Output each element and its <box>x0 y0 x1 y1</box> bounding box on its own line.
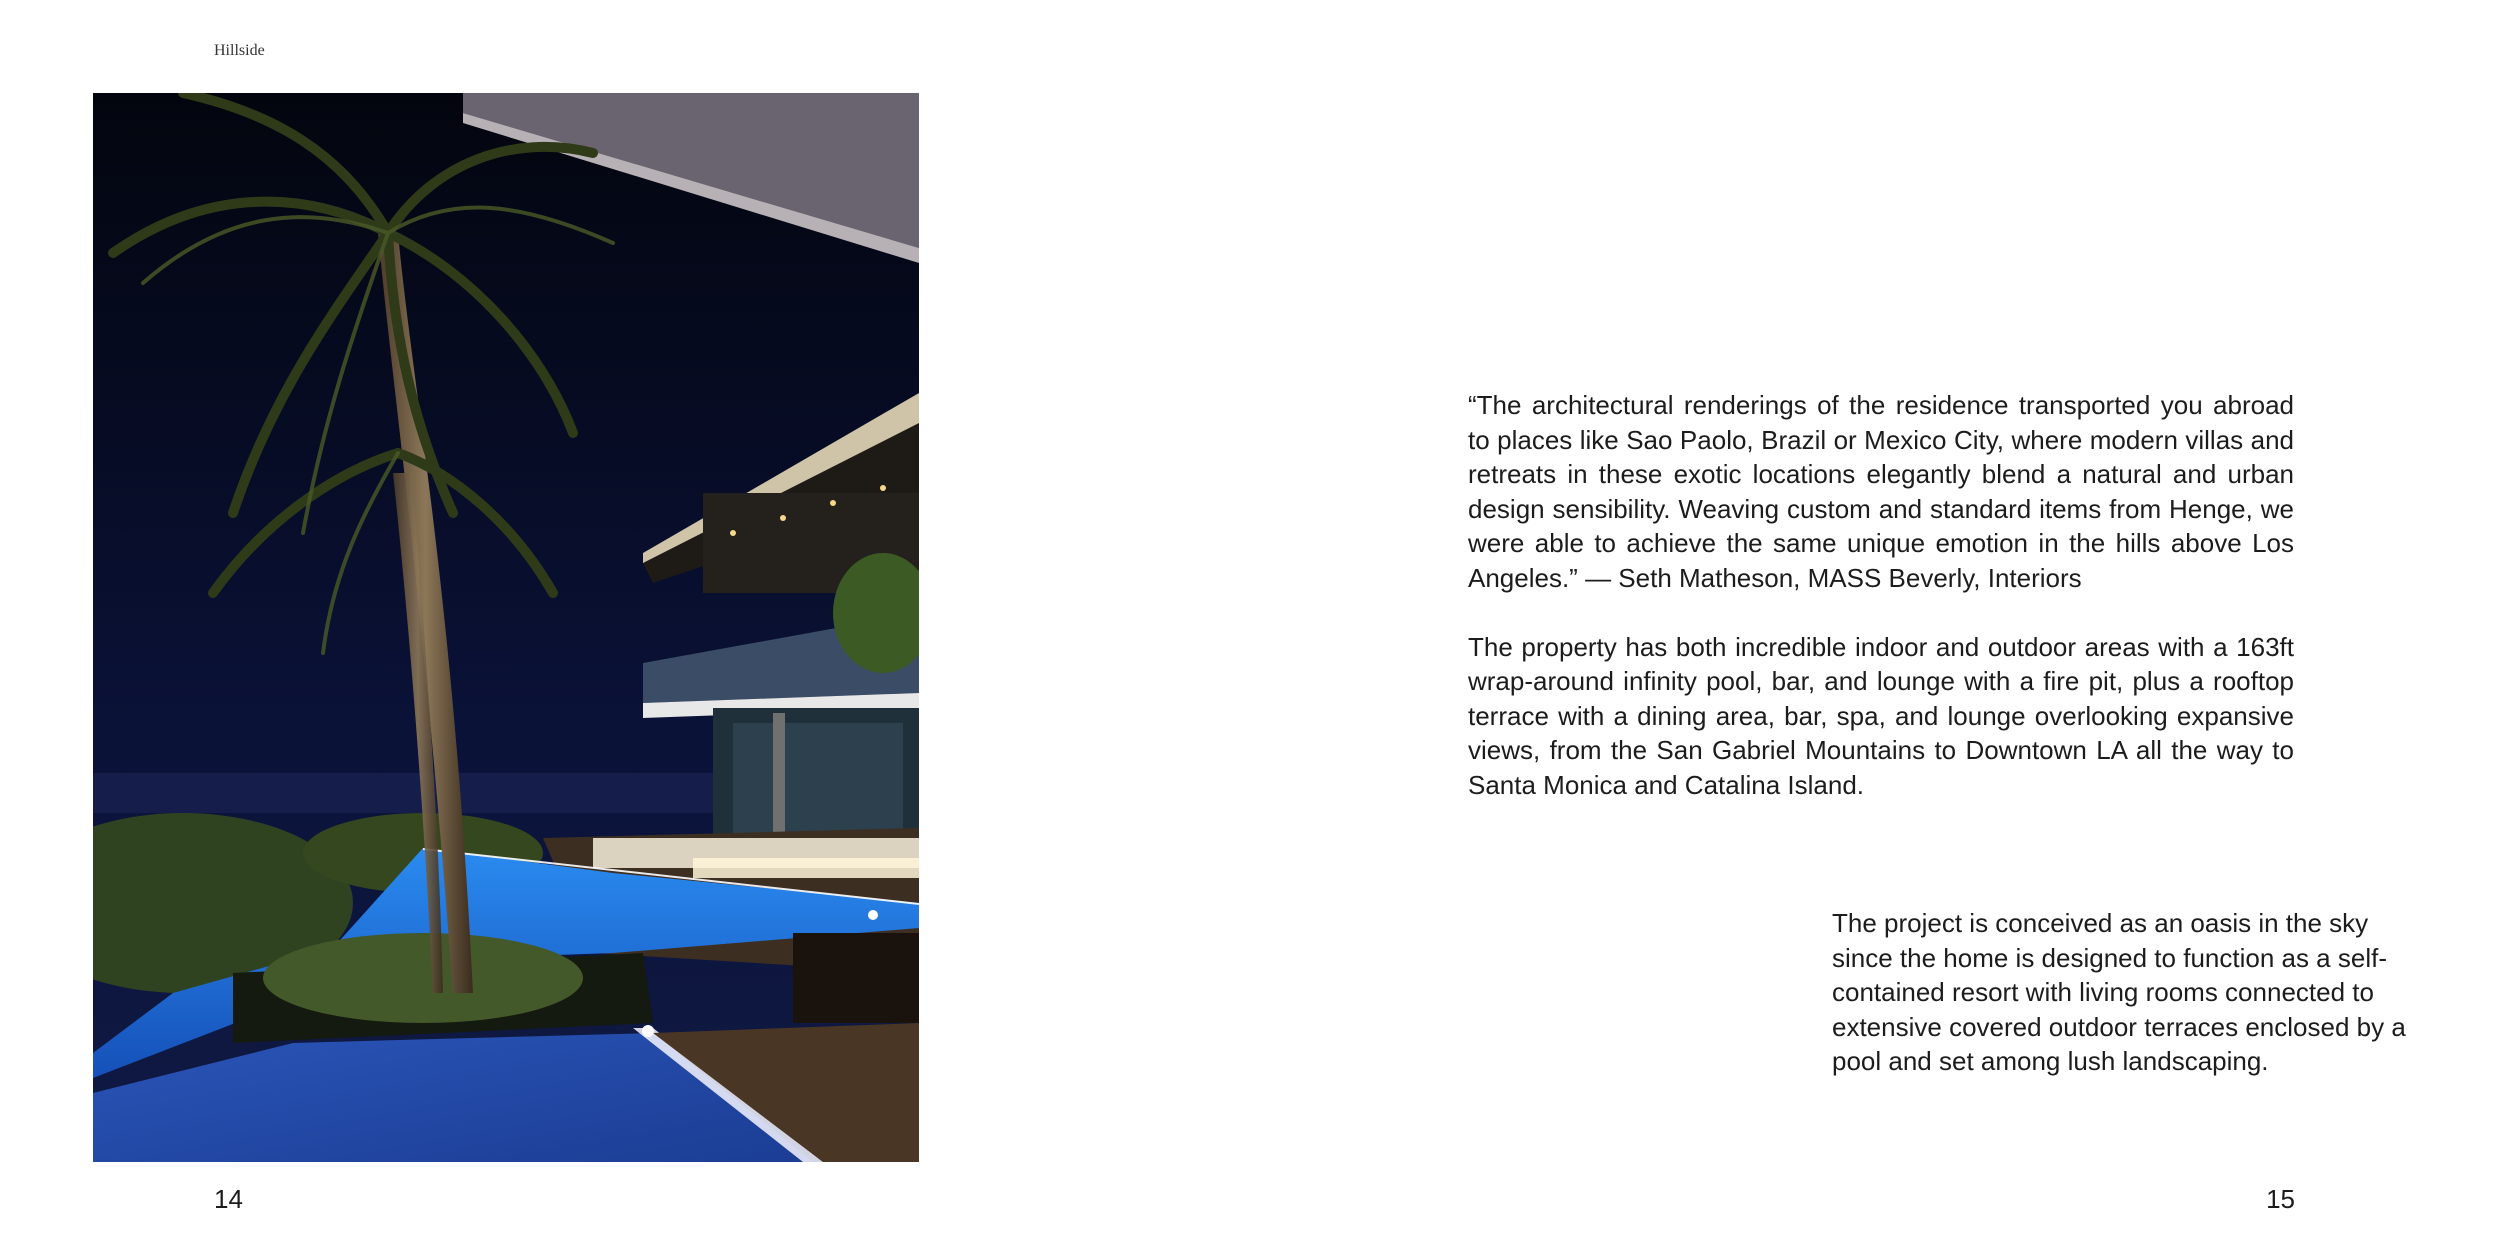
page-number-left: 14 <box>214 1184 243 1214</box>
project-paragraph: The project is conceived as an oasis in the sky since the home is designed to function as a self-contained resort with living rooms connected to extensive covered outdoor terraces enclosed by a pool and set among lush landscaping. <box>1832 908 2406 1077</box>
project-note <box>1832 906 2424 1079</box>
night-pool-villa-photo <box>93 93 919 1162</box>
page-number-right: 15 <box>2266 1184 2295 1214</box>
property-paragraph: The property has both incredible indoor and outdoor areas with a 163ft wrap-around infinity pool, bar, and lounge with a fire pit, plus a rooftop terrace with a dining area, bar, spa, and lounge overlooking expansive views, from the San Gabriel Mountains to Downtown LA all the way to Santa Monica and Catalina Island. <box>1468 631 2294 800</box>
quote-paragraph: “The architectural renderings of the residence transported you abroad to places like Sao Paolo, Brazil or Mexico City, where modern villas and retreats in these exotic locations elegantly blend a natural and urban design sensibility. Weaving custom and standard items from Henge, we were able to achieve the same unique emotion in the hills above Los Angeles.” — Seth Matheson, MASS Beverly, Interiors <box>1468 390 2294 593</box>
body-text <box>1468 388 2294 837</box>
running-title: Hillside <box>214 42 265 59</box>
